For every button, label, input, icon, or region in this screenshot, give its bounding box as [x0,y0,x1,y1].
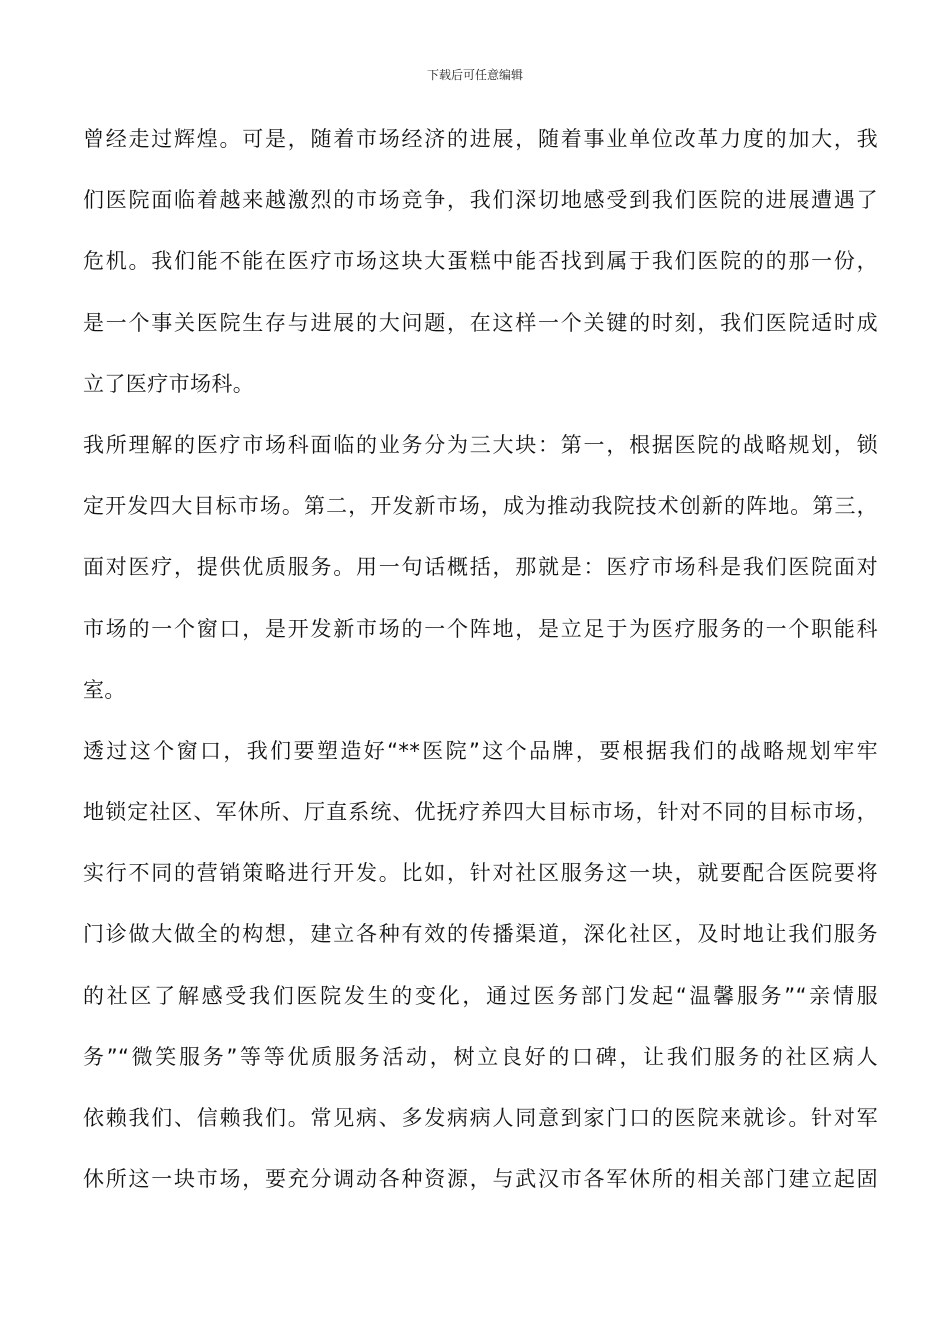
text-line: 实行不同的营销策略进行开发。比如，针对社区服务这一块，就要配合医院要将 [83,861,878,886]
document-body [83,114,878,1215]
text-line: 危机。我们能不能在医疗市场这块大蛋糕中能否找到属于我们医院的的那一份， [83,249,878,274]
text-line: 室。 [83,677,126,702]
text-line: 我所理解的医疗市场科面临的业务分为三大块：第一，根据医院的战略规划，锁 [83,432,878,457]
text-line: 面对医疗，提供优质服务。用一句话概括，那就是：医疗市场科是我们医院面对 [83,555,878,580]
text-line: 定开发四大目标市场。第二，开发新市场，成为推动我院技术创新的阵地。第三， [83,494,878,519]
text-line: 们医院面临着越来越激烈的市场竞争，我们深切地感受到我们医院的进展遭遇了 [83,188,878,213]
text-line: 的社区了解感受我们医院发生的变化，通过医务部门发起“温馨服务”“亲情服 [83,983,878,1008]
text-line: 门诊做大做全的构想，建立各种有效的传播渠道，深化社区，及时地让我们服务 [83,922,878,947]
header-note: 下载后可任意编辑 [426,68,523,82]
text-line: 曾经走过辉煌。可是，随着市场经济的进展，随着事业单位改革力度的加大，我 [83,127,878,151]
text-line: 立了医疗市场科。 [83,371,255,396]
text-line: 是一个事关医院生存与进展的大问题，在这样一个关键的时刻，我们医院适时成 [83,310,878,335]
text-line: 依赖我们、信赖我们。常见病、多发病病人同意到家门口的医院来就诊。针对军 [83,1106,878,1130]
text-line: 地锁定社区、军休所、厅直系统、优抚疗养四大目标市场，针对不同的目标市场， [83,800,878,825]
text-line: 休所这一块市场，要充分调动各种资源，与武汉市各军休所的相关部门建立起固 [83,1167,878,1192]
text-line: 市场的一个窗口，是开发新市场的一个阵地，是立足于为医疗服务的一个职能科 [83,616,878,641]
text-line: 透过这个窗口，我们要塑造好“**医院”这个品牌，要根据我们的战略规划牢牢 [83,738,878,763]
text-line: 务”“微笑服务”等等优质服务活动，树立良好的口碑，让我们服务的社区病人 [83,1044,878,1069]
